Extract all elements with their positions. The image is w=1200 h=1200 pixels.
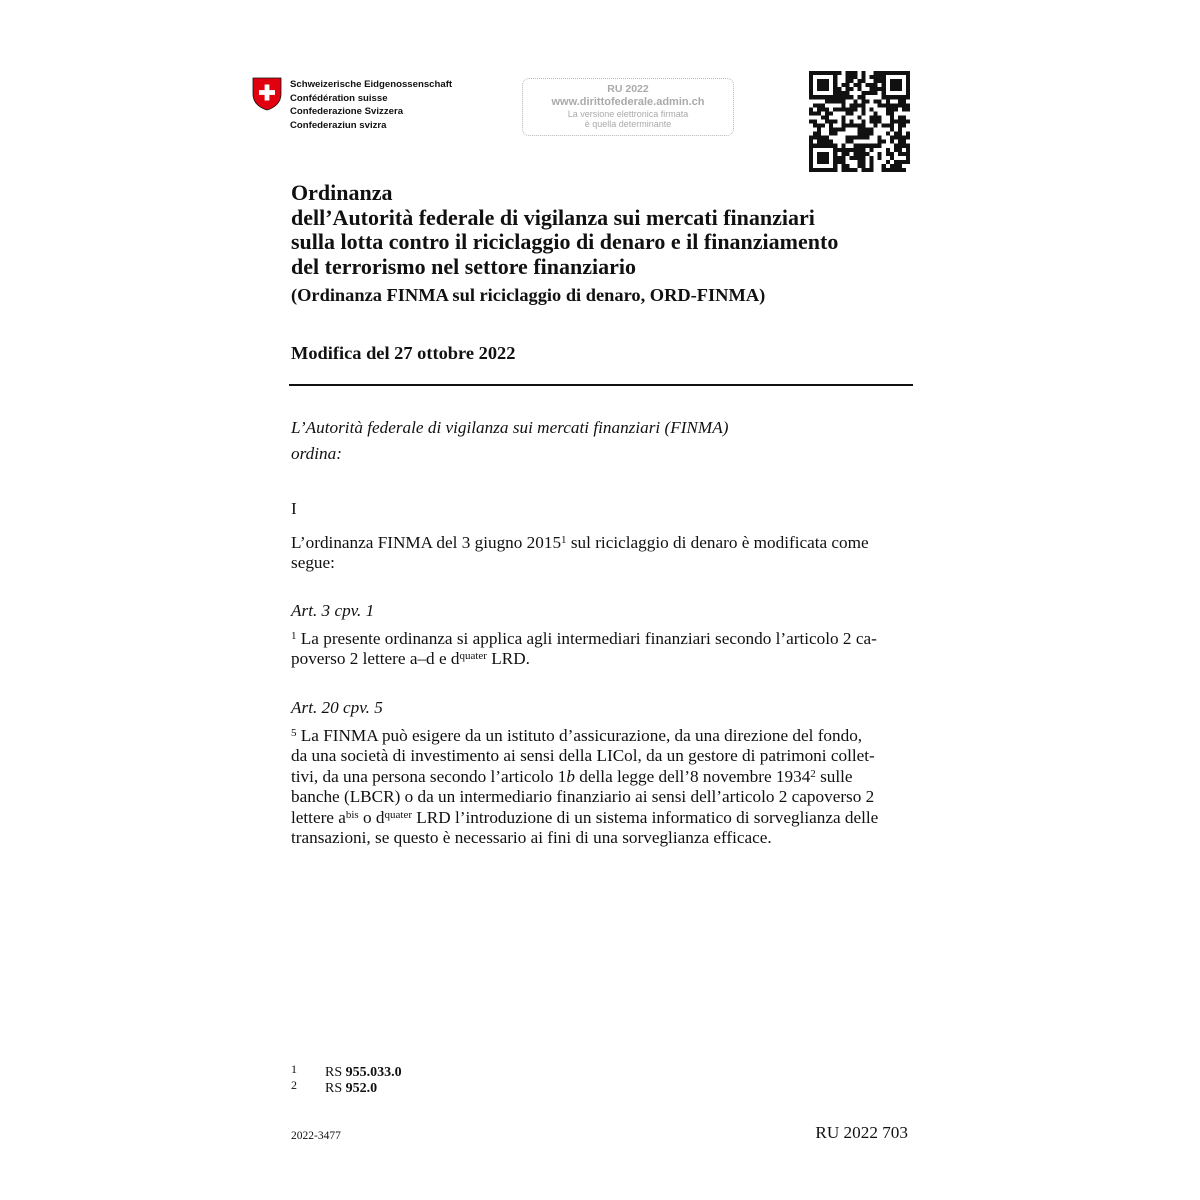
title-line-4: del terrorismo nel settore finanziario [291, 253, 636, 279]
title-line-2: dell’Autorità federale di vigilanza sui mercati finanziari [291, 204, 815, 230]
page-reference: RU 2022 703 [815, 1123, 908, 1142]
section-number: I [291, 499, 297, 518]
title-line-3: sulla lotta contro il riciclaggio di denaro e il finanziamento [291, 229, 839, 254]
confederation-name-rm: Confederaziun svizra [290, 119, 387, 131]
stamp-collection: RU 2022 [607, 83, 649, 95]
intro-line-2: segue: [291, 553, 335, 573]
article-20-line-4: banche (LBCR) o da un intermediario finanziario ai sensi dell’articolo 2 capoverso 2 [291, 787, 875, 807]
intro-paragraph [291, 533, 909, 574]
document-number: 2022-3477 [291, 1130, 341, 1142]
stamp-note-2: è quella determinante [584, 119, 672, 129]
article-20-line-6: transazioni, se questo è necessario ai fini di una sorveglianza efficace. [291, 828, 772, 848]
stamp-note-1: La versione elettronica firmata [567, 109, 689, 119]
confederation-name-de: Schweizerische Eidgenossenschaft [290, 79, 453, 90]
article-20-text [291, 726, 909, 848]
confederation-name-fr: Confédération suisse [290, 92, 388, 104]
intro-line-1: L’ordinanza FINMA del 3 giugno 2015$^1$ sul riciclaggio di denaro è modificata come [291, 533, 869, 552]
swiss-cross-emblem-icon [252, 77, 282, 111]
article-20-heading: Art. 20 cpv. 5 [291, 698, 383, 717]
preamble-ordina: ordina: [291, 444, 342, 463]
article-20-line-3: tivi, da una persona secondo l’articolo 1b della legge dell’8 novembre 1934$^2$ sulle [291, 766, 853, 786]
confederation-name-it: Confederazione Svizzera [290, 106, 404, 117]
title-divider [289, 384, 913, 386]
qr-code-icon [809, 71, 910, 172]
article-3-line-2: poverso 2 lettere a–d e $d^{quater}$ LRD. [291, 649, 530, 669]
footnote-ref-2: 2 [810, 767, 816, 780]
confederation-names [290, 78, 452, 132]
preamble-authority: L’Autorità federale di vigilanza sui mercati finanziari (FINMA) [291, 418, 729, 437]
document-title [291, 181, 931, 279]
document-subtitle: (Ordinanza FINMA sul riciclaggio di denaro, ORD-FINMA) [291, 285, 766, 305]
footnote-ref-1: 1 [561, 534, 567, 546]
electronic-signature-stamp [522, 78, 734, 136]
title-line-1: Ordinanza [291, 180, 393, 205]
modification-date: Modifica del 27 ottobre 2022 [291, 343, 516, 363]
stamp-website: www.dirittofederale.admin.ch [551, 96, 705, 108]
article-20-line-5: lettere $a^{bis}$ o $d^{quater}$ LRD l’introduzione di un sistema informatico di sorveglianza delle [291, 807, 879, 827]
article-20-line-2: da una società di investimento ai sensi della LICol, da un gestore di patrimoni collet- [291, 746, 875, 766]
article-3-line-1: $^1$ La presente ordinanza si applica agli intermediari finanziari secondo l’articolo 2 ca- [291, 629, 877, 648]
article-20-line-1: $^5$ La FINMA può esigere da un istituto d’assicurazione, da una direzione del fondo, [291, 726, 863, 745]
preamble [291, 415, 728, 467]
footnote-1: 1 RS 955.033.0 [291, 1062, 402, 1080]
footnote-2: 2 RS 952.0 [291, 1078, 378, 1096]
article-3-text [291, 629, 909, 670]
article-3-heading: Art. 3 cpv. 1 [291, 601, 375, 620]
